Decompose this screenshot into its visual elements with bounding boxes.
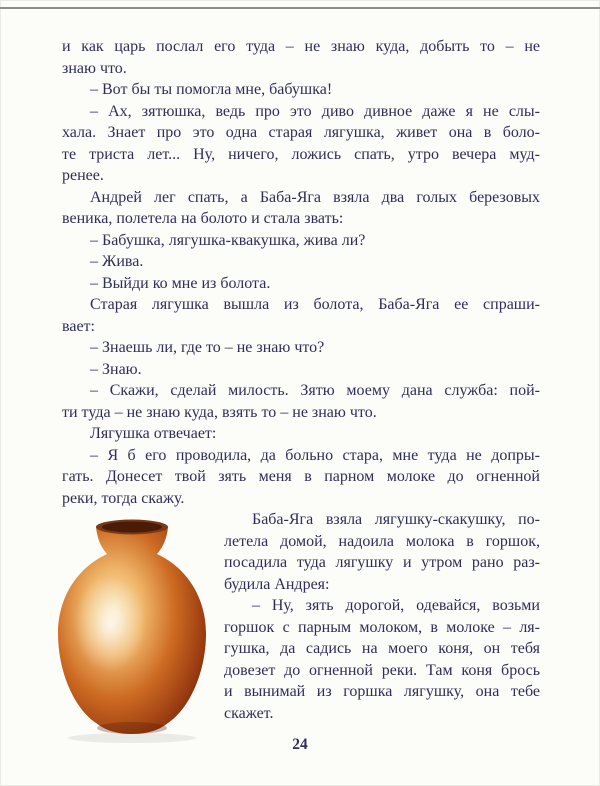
text-line: и вынимай из горшка лягушку, она тебе bbox=[224, 683, 540, 700]
text-line: гушка, да садись на моего коня, он тебя bbox=[224, 640, 540, 657]
text-line: Баба-Яга взяла лягушку-скакушку, по- bbox=[252, 511, 540, 528]
text-line: Андрей лег спать, а Баба-Яга взяла два голых березовых bbox=[90, 188, 540, 206]
text-line: реки, тогда скажу. bbox=[62, 489, 185, 507]
pot-base-shade bbox=[97, 722, 167, 734]
text-line: – Скажи, сделай милость. Зятю моему дана служба: пой- bbox=[90, 382, 540, 399]
page-edge-line bbox=[0, 7, 600, 9]
text-line: вает: bbox=[62, 317, 95, 335]
story-text bbox=[62, 36, 540, 509]
text-line: – Я б его проводила, да больно стара, мне туда не допры- bbox=[90, 446, 540, 464]
text-line: Старая лягушка вышла из болота, Баба-Яга ее спраши- bbox=[90, 296, 540, 313]
page-number: 24 bbox=[292, 736, 308, 753]
text-line: посадила туда лягушку и утром рано раз- bbox=[224, 554, 540, 571]
text-line: – Жива. bbox=[90, 253, 144, 270]
text-line: – Ах, зятюшка, ведь про это диво дивное даже я не слы- bbox=[90, 102, 540, 120]
text-line: гать. Донесет твой зять меня в парном молоке до огненной bbox=[62, 468, 540, 485]
pot-opening bbox=[102, 522, 162, 533]
text-line: хала. Знает про это одна старая лягушка, живет она в боло- bbox=[62, 124, 540, 141]
text-line: скажет. bbox=[224, 704, 274, 722]
text-line: и как царь послал его туда – не знаю куда, добыть то – не bbox=[62, 38, 540, 55]
text-line: – Знаешь ли, где то – не знаю что? bbox=[90, 339, 325, 356]
story-text-wrapped bbox=[224, 509, 540, 724]
text-line: довезет до огненной реки. Там коня брось bbox=[224, 661, 540, 679]
text-line: веника, полетела на болото и стала звать: bbox=[62, 210, 344, 227]
text-line: – Бабушка, лягушка-квакушка, жива ли? bbox=[90, 231, 366, 249]
text-line: знаю что. bbox=[62, 59, 127, 77]
text-line: ти туда – не знаю куда, взять то – не знаю что. bbox=[62, 403, 377, 421]
clay-pot-illustration bbox=[50, 512, 215, 744]
text-line: – Знаю. bbox=[90, 360, 142, 378]
clay-pot-graphic bbox=[50, 512, 215, 744]
text-line: Лягушка отвечает: bbox=[90, 425, 217, 442]
text-line: – Ну, зять дорогой, одевайся, возьми bbox=[252, 597, 540, 614]
text-line: – Вот бы ты помогла мне, бабушка! bbox=[90, 81, 333, 98]
text-line: будила Андрея: bbox=[224, 575, 330, 593]
text-line: летела домой, надоила молока в горшок, bbox=[224, 532, 540, 550]
text-line: ренее. bbox=[62, 167, 104, 184]
text-line: – Выйди ко мне из болота. bbox=[90, 274, 271, 292]
text-line: те триста лет... Ну, ничего, ложись спать, утро вечера муд- bbox=[62, 145, 540, 163]
text-line: горшок с парным молоком, в молоке – ля- bbox=[224, 618, 540, 636]
pot-highlight bbox=[74, 576, 146, 672]
